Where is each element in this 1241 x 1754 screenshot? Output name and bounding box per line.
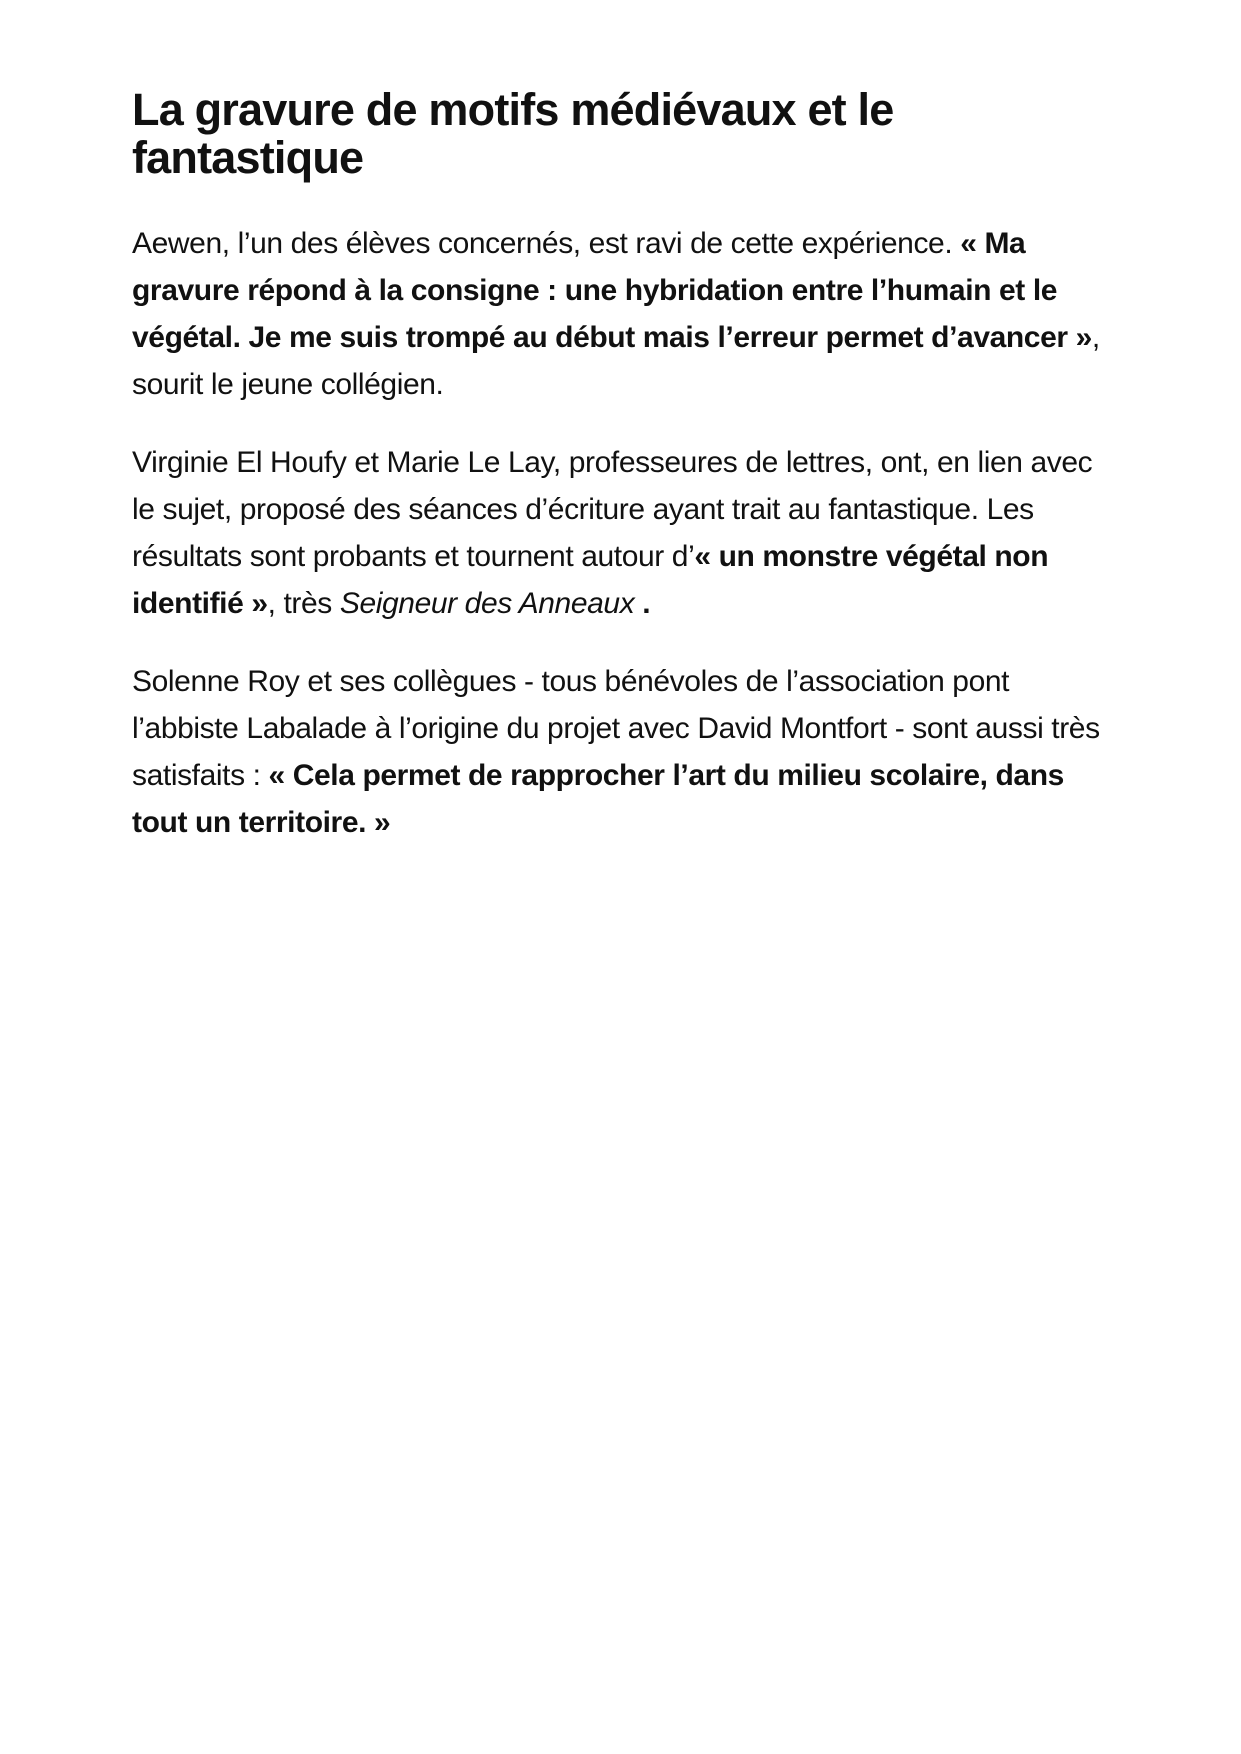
paragraph-1 — [132, 220, 1122, 408]
paragraph-1-text: Aewen, l’un des élèves concernés, est ravi de cette expérience. — [132, 227, 961, 260]
paragraph-2-quote: « un monstre végétal non identifié » — [132, 540, 1049, 620]
paragraph-2 — [132, 439, 1122, 627]
article — [132, 86, 1122, 877]
paragraph-2-text: Virginie El Houfy et Marie Le Lay, professeures de lettres, ont, en lien avec le sujet, proposé des séances d’écriture ayant trait au fantastique. Les résultats sont probants et tournent autour d’ — [132, 446, 1093, 573]
paragraph-1-quote: « Ma gravure répond à la consigne : une hybridation entre l’humain et le végétal. Je me suis trompé au début mais l’erreur permet d’avancer » — [132, 227, 1092, 354]
paragraph-2-end: . — [634, 587, 651, 620]
paragraph-3-quote: « Cela permet de rapprocher l’art du milieu scolaire, dans tout un territoire. » — [132, 759, 1064, 839]
paragraph-2-italic: Seigneur des Anneaux — [339, 587, 635, 620]
paragraph-3 — [132, 658, 1122, 846]
paragraph-2-text-mid: , très — [267, 587, 340, 620]
article-title: La gravure de motifs médiévaux et le fantastique — [132, 84, 894, 183]
paragraph-3-text: Solenne Roy et ses collègues - tous bénévoles de l’association pont l’abbiste Labalade à l’origine du projet avec David Montfort - sont aussi très satisfaits : — [132, 665, 1100, 792]
paragraph-1-text-end: , sourit le jeune collégien. — [132, 321, 1100, 401]
